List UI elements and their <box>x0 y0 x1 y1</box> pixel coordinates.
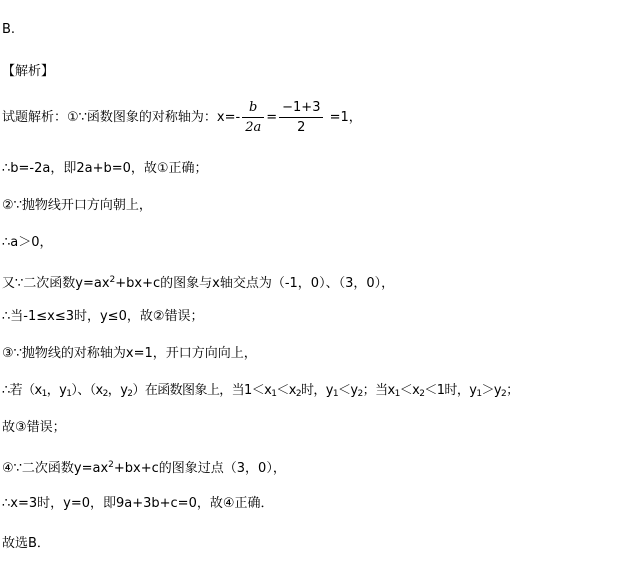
text: ＜x <box>276 383 296 398</box>
subscript: 1 <box>394 389 400 399</box>
subscript: 1 <box>41 389 47 399</box>
text: ，y <box>107 383 128 398</box>
text: ，y <box>46 383 67 398</box>
subscript: 2 <box>500 389 507 399</box>
analysis-heading: 【解析】 <box>2 64 55 79</box>
subscript: 1 <box>66 389 72 399</box>
text: +bx+c的图象与x轴交点为（-1，0）、（3，0）， <box>115 276 395 291</box>
text: ＜y <box>338 383 358 398</box>
text: 时，y <box>300 383 333 398</box>
symmetry-axis-result: =1， <box>329 110 362 125</box>
subscript: 2 <box>127 389 133 399</box>
fraction-sum <box>279 100 323 135</box>
text: +bx+c的图象过点（3，0）， <box>113 461 286 476</box>
symmetry-axis-line <box>2 100 362 135</box>
answer-label: B. <box>2 22 16 37</box>
subscript: 2 <box>419 389 425 399</box>
text: ；当x <box>362 383 395 398</box>
text: 又∵二次函数y=ax <box>2 276 110 291</box>
text: ＜1时，y <box>424 383 477 398</box>
subscript: 2 <box>102 389 108 399</box>
solution-line-10 <box>2 457 286 477</box>
symmetry-axis-text: 试题解析：①∵函数图象的对称轴为：x=- <box>2 110 241 125</box>
subscript: 2 <box>357 389 363 399</box>
text: ＜x <box>399 383 420 398</box>
subscript: 2 <box>295 389 301 399</box>
solution-line-2: ∴b=-2a，即2a+b=0，故①正确； <box>2 161 208 176</box>
fraction-numerator: −1+3 <box>279 100 323 118</box>
text: ∴若（x <box>2 383 42 398</box>
subscript: 1 <box>332 389 339 399</box>
solution-line-7: ③∵抛物线的对称轴为x=1，开口方向向上， <box>2 346 257 361</box>
subscript: 1 <box>476 389 482 399</box>
solution-line-8 <box>2 383 519 402</box>
fraction-denominator: 2a <box>245 120 262 135</box>
text: ）在函数图象上，当1＜x <box>132 383 272 398</box>
superscript: 2 <box>108 460 114 470</box>
solution-line-6: ∴当-1≤x≤3时，y≤0，故②错误； <box>2 309 204 324</box>
fraction-b-over-2a <box>242 100 264 135</box>
text: ④∵二次函数y=ax <box>2 461 109 476</box>
fraction-denominator: 2 <box>297 120 306 135</box>
text: ； <box>506 383 519 398</box>
fraction-numerator: b <box>242 100 264 118</box>
text: ）、（x <box>71 383 103 398</box>
superscript: 2 <box>109 275 116 285</box>
solution-line-11: ∴x=3时，y=0，即9a+3b+c=0，故④正确． <box>2 496 274 511</box>
subscript: 1 <box>271 389 277 399</box>
text: ＞y <box>481 383 501 398</box>
equals-sign: = <box>266 110 278 125</box>
solution-line-9: 故③错误； <box>2 420 66 435</box>
solution-line-3: ②∵抛物线开口方向朝上， <box>2 198 152 213</box>
solution-line-4: ∴a＞0， <box>2 235 53 250</box>
final-answer: 故选B． <box>2 536 50 551</box>
solution-line-5 <box>2 272 394 292</box>
